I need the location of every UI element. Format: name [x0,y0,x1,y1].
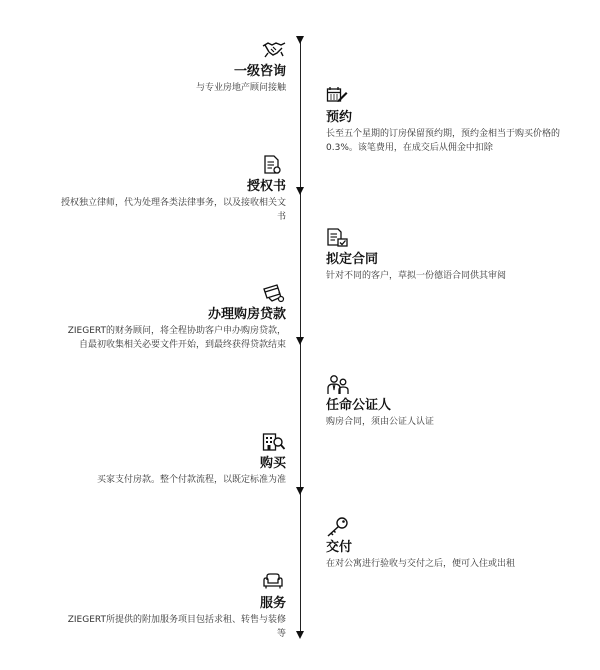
step-description: ZIEGERT所提供的附加服务项目包括求租、转售与装修等 [67,615,286,639]
timeline-step [54,432,286,487]
step-description: 授权独立律师，代为处理各类法律事务，以及接收相关文书 [60,198,286,222]
timeline-arrow [296,631,304,639]
timeline-step [326,374,526,429]
timeline-step [140,40,286,95]
credit-card-icon [262,283,286,303]
step-description: 长至五个星期的订房保留预约期，预约金相当于购买价格的0.3%。该笔费用，在成交后从佣金中扣除 [326,129,561,153]
step-title: 拟定合同 [326,252,379,267]
step-title: 一级咨询 [233,64,286,79]
document-icon [262,155,286,175]
timeline-step [326,516,516,571]
step-description: 针对不同的客户，草拟一份德语合同供其审阅 [326,271,507,281]
timeline-arrow [296,187,304,195]
step-description: 买家支付房款。整个付款流程，以既定标准为准 [96,475,286,485]
step-title: 交付 [326,540,353,555]
timeline-arrow [296,337,304,345]
step-description: 与专业房地产顾问接触 [195,83,286,93]
calendar-icon [326,86,350,106]
timeline-step [60,155,286,224]
timeline-arrow [296,36,304,44]
step-title: 购买 [259,456,286,471]
step-title: 预约 [326,110,353,125]
step-title: 办理购房贷款 [207,307,286,322]
contract-icon [326,228,350,248]
timeline-step [326,86,564,155]
step-description: ZIEGERT的财务顾问，将全程协助客户申办购房贷款，自最初收集相关必要文件开始，到最终获得贷款结束 [67,326,286,350]
timeline-step [66,572,286,641]
step-description: 购房合同，须由公证人认证 [326,417,435,427]
sofa-icon [262,572,286,592]
timeline-step [66,283,286,352]
handshake-icon [262,40,286,60]
step-title: 服务 [259,596,286,611]
building-search-icon [262,432,286,452]
key-icon [326,516,350,536]
notary-people-icon [326,374,350,394]
timeline-arrow [296,487,304,495]
step-title: 授权书 [246,179,286,194]
step-title: 任命公证人 [326,398,392,413]
timeline-step [326,228,556,283]
step-description: 在对公寓进行验收与交付之后，便可入住或出租 [326,559,516,569]
